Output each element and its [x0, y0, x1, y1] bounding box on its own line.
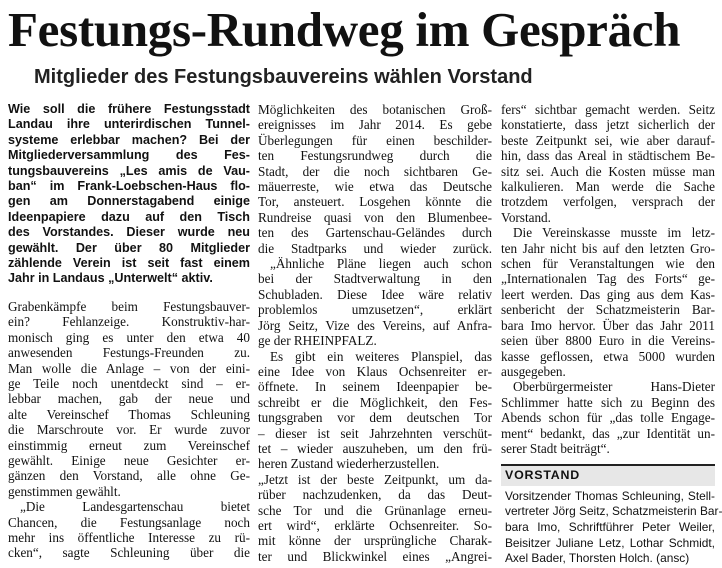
infobox-body: [501, 486, 722, 567]
body-line: seien über 8800 Euro in die Vereins-: [501, 333, 715, 349]
body-line: anwesenden Festungs-Freunden zu.: [8, 345, 250, 361]
body-line: genstimmen gewählt.: [8, 483, 121, 499]
column-2: [258, 102, 492, 564]
body-line: tet – wieder auszuheben, um den frü-: [258, 440, 492, 456]
body-line: Die Vereinskasse musste im letz-: [513, 225, 715, 241]
body-line: „Die Landesgartenschau bietet: [20, 499, 250, 515]
body-line: schen für Veranstaltungen wie den: [501, 256, 715, 272]
body-line: leert werden. Das ging aus dem Kas-: [501, 286, 715, 302]
body-line: senbericht der Schatzmeisterin Bar-: [501, 302, 715, 318]
body-line: ein? Fehlanzeige. Konstruktiv-har-: [8, 314, 250, 330]
infobox-line: Axel Bader, Thorsten Holch. (ansc): [505, 551, 690, 566]
body-line: „Internationalen Tag des Forts“ ge-: [501, 271, 715, 287]
body-line: ereignisses im Jahr 2014. Es gebe: [258, 117, 492, 133]
infobox-line: Vorsitzender Thomas Schleuning, Stell-: [505, 488, 715, 503]
article-lead: [8, 102, 250, 287]
body-line: monisch ging es unter den etwa 40: [8, 329, 250, 345]
body-line: die Marschroute vor. Er wurde zuvor: [8, 422, 250, 438]
lead-line: ban“ im Frank-Loebschen-Haus flo-: [8, 179, 250, 194]
body-line: – dieser ist seit Jahrzehnten verschüt-: [258, 425, 492, 441]
body-line: mit könne der ursprüngliche Charak-: [258, 533, 492, 549]
body-line: lebbar machen, gab der neue und: [8, 391, 250, 407]
body-line: kasse geflossen, etwa 5000 wurden: [501, 348, 715, 364]
body-line: Abends schon für „das tolle Engage-: [501, 410, 715, 426]
body-line: Schubladen. Diese Idee wäre relativ: [258, 286, 492, 302]
body-line: gewählt. Einige neue Gesichter er-: [8, 452, 250, 468]
body-line: serer Stadt beiträgt“.: [501, 440, 610, 456]
body-line: öffnete. In seinem Ideenpapier be-: [258, 379, 492, 395]
lead-line: Wie soll die frühere Festungsstadt: [8, 102, 250, 116]
body-line: ten des Gartenschau-Geländes durch: [258, 225, 492, 241]
infobox-line: vertreter Jörg Seitz, Schatzmeisterin Bar-: [505, 504, 722, 519]
body-line: Chancen, die Festungsanlage noch: [8, 514, 250, 530]
body-line: ausgegeben.: [501, 363, 566, 379]
lead-line: Ideenpapiere dazu auf den Tisch: [8, 209, 250, 224]
body-line: Möglichkeiten des botanischen Groß-: [258, 102, 492, 117]
infobox-line: bara Imo, Schriftführer Peter Weiler,: [505, 519, 715, 534]
body-line: Jörg Seitz, Vize des Vereins, auf Anfra-: [258, 317, 492, 333]
body-line: cken“, sagte Schleuning über die: [8, 545, 250, 561]
lead-line: gewählt. Der über 80 Mitglieder: [8, 240, 250, 255]
body-line: rüber nachzudenken, da das Deut-: [258, 487, 492, 503]
body-line: ge der RHEINPFALZ.: [258, 333, 377, 349]
body-line: hin, dass das Areal in städtischem Be-: [501, 148, 715, 164]
body-line: ten Jahr nicht bis auf den letzten Gro-: [501, 240, 715, 256]
body-line: Oberbürgermeister Hans-Dieter: [513, 379, 715, 395]
body-line: gänzen den Vorstand, alle ohne Ge-: [8, 468, 250, 484]
body-line: mäuerreste, wie etwa das Deutsche: [258, 179, 492, 195]
body-line: kalkulieren. Man werde die Sache: [501, 179, 715, 195]
lead-line: gen am Donnerstagabend einige: [8, 194, 250, 209]
body-line: konstatierte, dass jetzt sicherlich der: [501, 117, 715, 133]
infobox-title: VORSTAND: [501, 464, 715, 485]
body-line: ert wird“, erklärte Ochsenreiter. So-: [258, 517, 492, 533]
lead-line: Mitgliederversammlung des Fes-: [8, 148, 250, 163]
lead-line: Landau ihre unterirdischen Tunnel-: [8, 117, 250, 132]
body-line: „Jetzt ist der beste Zeitpunkt, um da-: [258, 471, 492, 487]
body-line: die Stadtparks und wieder zurück.: [258, 240, 492, 256]
infobox-vorstand: [501, 464, 722, 566]
body-line: Tor, ansteuert. Losgehen könnte die: [258, 194, 492, 210]
body-line: schreibt er die Möglichkeit, den Fes-: [258, 394, 492, 410]
lead-line: systeme erlebbar machen? Bei der: [8, 132, 250, 147]
body-line: ment“ bedankt, das „zur Identität un-: [501, 425, 715, 441]
column-3: [501, 102, 722, 567]
body-line: beste Zeitpunkt sei, wie aber darauf-: [501, 132, 715, 148]
column-1-body: [8, 299, 250, 561]
lead-line: des Vorstandes. Dieser wurde neu: [8, 225, 250, 240]
body-line: ter und Blickwinkel eines „Angrei-: [258, 548, 492, 564]
body-line: bara Imo hervor. Über das Jahr 2011: [501, 317, 715, 333]
body-line: bei der Stadtverwaltung in den: [258, 271, 492, 287]
body-line: Überlegungen für einen beschilder-: [258, 132, 492, 148]
lead-line: Jahr in Landaus „Unterwelt“ aktiv.: [8, 271, 213, 286]
column-1: [8, 102, 250, 561]
body-line: „Ähnliche Pläne liegen auch schon: [270, 256, 492, 272]
body-line: sitz sei. Auch die Kosten müsse man: [501, 163, 715, 179]
body-line: einstimmig erneut zum Vereinschef: [8, 437, 250, 453]
body-line: fers“ sichtbar gemacht werden. Seitz: [501, 102, 715, 117]
body-line: Rundreise quasi von den Blumenbee-: [258, 209, 492, 225]
lead-line: zählende Verein ist seit fast einem: [8, 256, 250, 271]
body-line: trotzdem verfolgen, versprach der: [501, 194, 715, 210]
body-line: Es gibt ein weiteres Planspiel, das: [270, 348, 492, 364]
body-line: sche Tor und die Grünanlage erneu-: [258, 502, 492, 518]
body-line: Man wolle die Anlage – von der eini-: [8, 360, 250, 376]
body-line: Stadt, der die noch sichtbaren Ge-: [258, 163, 492, 179]
article-subheadline: Mitglieder des Festungsbauvereins wählen Vorstand: [34, 66, 533, 88]
body-line: Vorstand.: [501, 209, 551, 225]
body-line: ten Festungsrundweg durch die: [258, 148, 492, 164]
body-line: tungsgraben vor dem deutschen Tor: [258, 410, 492, 426]
body-line: problemlos umzusetzen“, erklärt: [258, 302, 492, 318]
body-line: heren Zustand wiederherzustellen.: [258, 456, 440, 472]
lead-line: tungsbauvereins „Les amis de Vau-: [8, 163, 250, 178]
body-line: eine Idee von Klaus Ochsenreiter er-: [258, 363, 492, 379]
body-line: ge Teile noch unentdeckt sind – er-: [8, 375, 250, 391]
body-line: mehr ins öffentliche Interesse zu rü-: [8, 529, 250, 545]
infobox-line: Beisitzer Juliane Letz, Lothar Schmidt,: [505, 535, 715, 550]
body-line: alte Vereinschef Thomas Schleuning: [8, 406, 250, 422]
article-headline: Festungs-Rundweg im Gespräch: [8, 2, 681, 57]
body-line: Schlimmer hatte sich zu Beginn des: [501, 394, 715, 410]
body-line: Grabenkämpfe beim Festungsbauver-: [8, 298, 250, 314]
